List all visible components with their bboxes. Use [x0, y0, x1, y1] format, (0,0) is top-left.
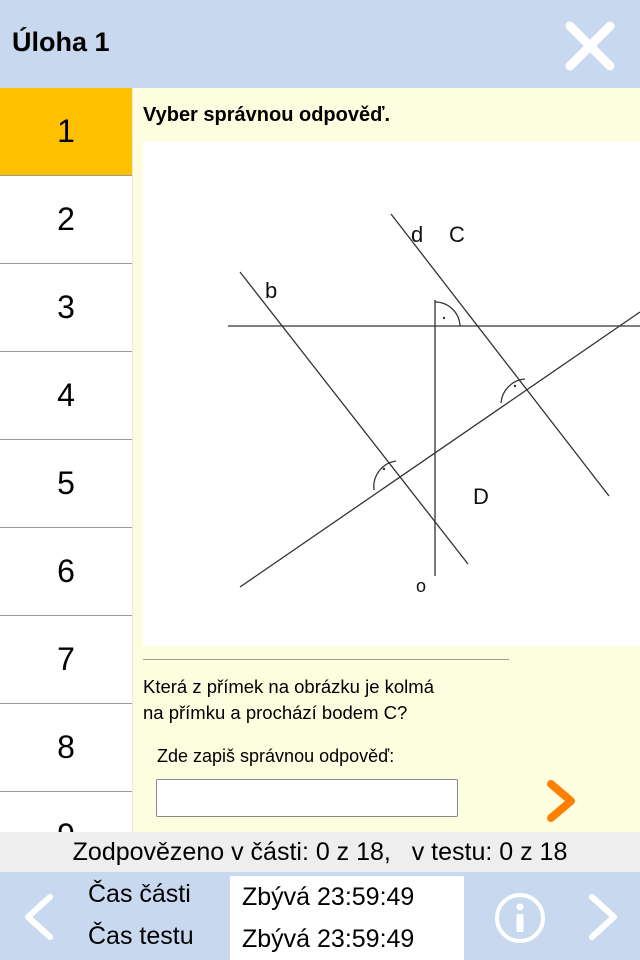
angle-mark-left — [374, 461, 396, 490]
answer-input[interactable] — [156, 779, 458, 817]
chevron-left-icon[interactable] — [20, 892, 58, 942]
question-item-8[interactable]: 8 — [0, 704, 132, 792]
answered-status: Zodpovězeno v části: 0 z 18, v testu: 0 z 18 — [0, 832, 640, 872]
question-item-3[interactable]: 3 — [0, 264, 132, 352]
instruction-text: Vyber správnou odpověď. — [143, 104, 391, 126]
divider — [143, 659, 509, 660]
question-line-2: na přímku a prochází bodem C? — [143, 702, 408, 723]
line-diagonal — [240, 312, 640, 587]
question-item-4[interactable]: 4 — [0, 352, 132, 440]
label-o: o — [416, 576, 427, 596]
info-icon[interactable] — [494, 892, 546, 944]
question-line-1: Která z přímek na obrázku je kolmá — [143, 676, 434, 697]
geometry-figure — [143, 142, 640, 646]
question-text — [143, 674, 503, 726]
question-panel — [133, 88, 640, 832]
chevron-right-icon[interactable] — [543, 778, 579, 824]
question-item-2[interactable]: 2 — [0, 176, 132, 264]
answer-label: Zde zapiš správnou odpověď: — [157, 746, 395, 766]
angle-mark-top — [435, 302, 460, 326]
label-c: C — [449, 222, 465, 247]
line-b — [240, 272, 468, 564]
header-bar — [0, 0, 640, 88]
label-d: d — [411, 222, 424, 247]
close-icon[interactable] — [562, 18, 618, 74]
line-c — [391, 214, 609, 496]
question-item-5[interactable]: 5 — [0, 440, 132, 528]
part-time-label: Čas části — [88, 880, 191, 908]
question-item-1[interactable]: 1 — [0, 88, 132, 176]
question-list — [0, 88, 133, 832]
question-item-7[interactable]: 7 — [0, 616, 132, 704]
test-time-label: Čas testu — [88, 922, 194, 950]
part-time-value: Zbývá 23:59:49 — [230, 876, 464, 918]
page-title: Úloha 1 — [12, 27, 110, 57]
label-b: b — [265, 278, 278, 303]
chevron-right-icon[interactable] — [584, 892, 622, 942]
footer-bar — [0, 872, 640, 960]
label-point-d: D — [473, 484, 489, 509]
question-item-6[interactable]: 6 — [0, 528, 132, 616]
test-time-value: Zbývá 23:59:49 — [230, 918, 464, 960]
